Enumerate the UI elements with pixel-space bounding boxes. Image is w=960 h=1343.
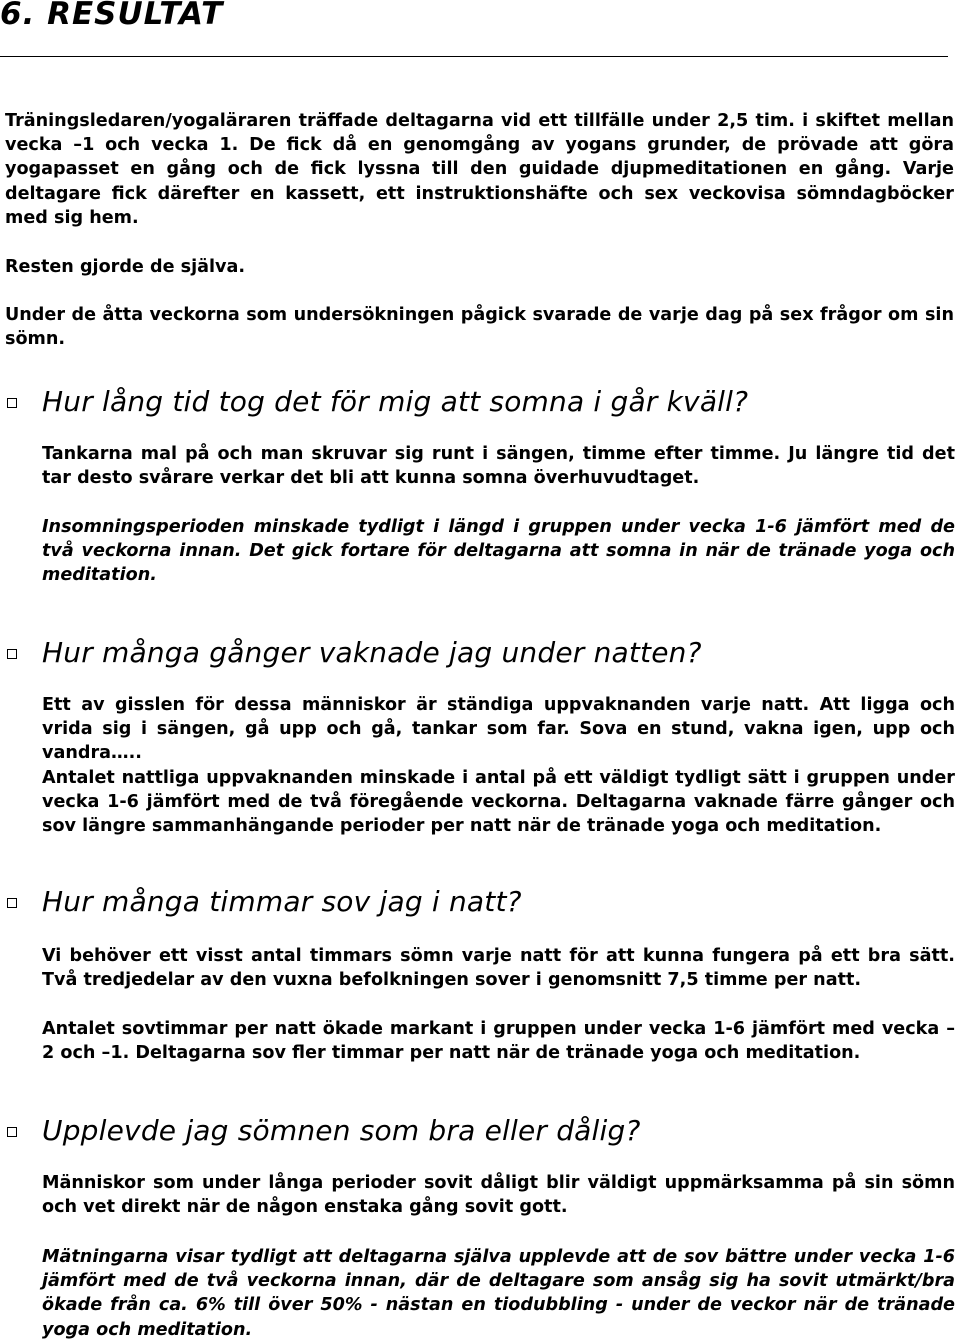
question-3-text: Vi behöver ett visst antal timmars sömn varje natt för att kunna fungera på ett bra sätt. Två tredjedelar av den vuxna befolkningen sover i genomsnitt 7,5 timme per natt.: [42, 946, 955, 991]
section-heading: 6. RESULTAT: [0, 0, 224, 32]
question-4-result: Mätningarna visar tydligt att deltagarna själva upplevde att de sov bättre under vecka 1-6 jämfört med de två veckorna innan, där de deltagare som ansåg sig ha sovit utmärkt/bra ökade från ca. 6% till över 50% - nästan en tiodubbling - under de veckor när de tränade yoga och meditation.: [42, 1247, 955, 1340]
checkbox-bullet-icon: [7, 898, 17, 908]
question-2-title: Hur många gånger vaknade jag under natten?: [42, 636, 702, 669]
question-3: [0, 885, 960, 925]
question-2-result: Antalet nattliga uppvaknanden minskade i antal på ett väldigt tydligt sätt i gruppen under vecka 1-6 jämfört med de två föregående veckorna. Deltagarna vaknade färre gånger och sov längre sammanhängande perioder per natt när de tränade yoga och meditation.: [42, 768, 955, 837]
question-4: [0, 1114, 960, 1154]
intro-paragraph: Träningsledaren/yogaläraren träffade deltagarna vid ett tillfälle under 2,5 tim. i skiftet mellan vecka –1 och vecka 1. De fick då en genomgång av yogans grunder, de prövade att göra yogapasset en gång och de fick lyssna till den guidade djupmeditationen en gång. Varje deltagare fick därefter en kassett, ett instruktionshäfte och sex veckovisa sömndagböcker med sig hem.: [5, 111, 954, 228]
intro-survey-paragraph: Under de åtta veckorna som undersökningen pågick svarade de varje dag på sex frågor om sin sömn.: [5, 305, 954, 350]
question-2-text: Ett av gisslen för dessa människor är ständiga uppvaknanden varje natt. Att ligga och vrida sig i sängen, gå upp och gå, tankar som far. Sova en stund, vakna igen, upp och vandra…..: [42, 695, 955, 764]
question-3-title: Hur många timmar sov jag i natt?: [42, 885, 522, 918]
question-1-result: Insomningsperioden minskade tydligt i längd i gruppen under vecka 1-6 jämfört med de två veckorna innan. Det gick fortare för deltagarna att somna in när de tränade yoga och meditation.: [42, 517, 955, 586]
checkbox-bullet-icon: [7, 398, 17, 408]
question-1-title: Hur lång tid tog det för mig att somna i går kväll?: [42, 385, 749, 418]
question-1: [0, 385, 960, 425]
checkbox-bullet-icon: [7, 1127, 17, 1137]
intro-note: Resten gjorde de själva.: [5, 257, 246, 277]
question-1-text: Tankarna mal på och man skruvar sig runt i sängen, timme efter timme. Ju längre tid det tar desto svårare verkar det bli att kunna somna överhuvudtaget.: [42, 444, 955, 489]
question-4-text: Människor som under långa perioder sovit dåligt blir väldigt uppmärksamma på sin sömn och vet direkt när de någon enstaka gång sovit gott.: [42, 1173, 955, 1218]
question-4-title: Upplevde jag sömnen som bra eller dålig?: [42, 1114, 641, 1147]
checkbox-bullet-icon: [7, 649, 17, 659]
question-3-result: Antalet sovtimmar per natt ökade markant i gruppen under vecka 1-6 jämfört med vecka –2 och –1. Deltagarna sov fler timmar per natt när de tränade yoga och meditation.: [42, 1019, 955, 1064]
heading-underline: [0, 56, 948, 57]
question-2: [0, 636, 960, 676]
